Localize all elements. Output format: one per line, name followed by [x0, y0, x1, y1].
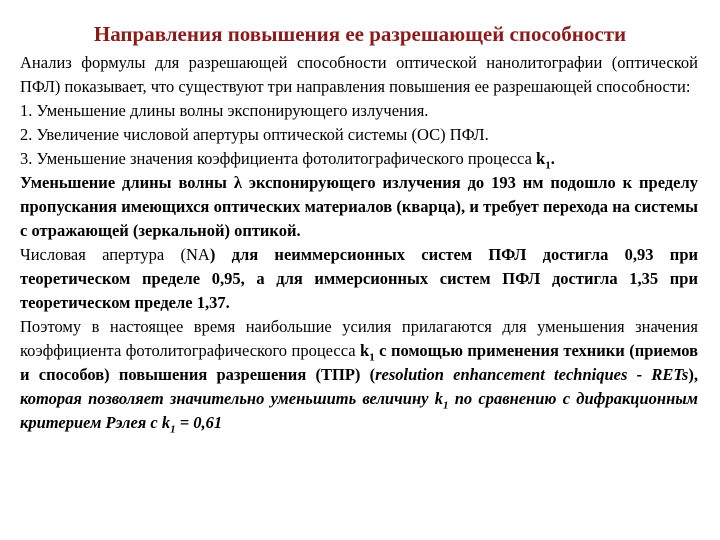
slide-title: Направления повышения ее разрешающей способности — [93, 22, 627, 46]
conclusion-italic: которая позволяет значительно уменьшить величину — [20, 389, 435, 408]
conclusion-start: Поэтому в настоящее время наибольшие усилия прилагаются для уменьшения значения коэффициента фотолитографического процесса — [20, 317, 698, 360]
wavelength-paragraph — [20, 171, 698, 243]
wavelength-start: Уменьшение длины волны — [20, 173, 234, 192]
k-subscript: 1 — [545, 159, 551, 172]
k-subscript: 1 — [369, 351, 375, 364]
aperture-rest: ) для неиммерсионных систем ПФЛ достигла 0,93 при теоретическом пределе 0,95, а для иммерсионных систем ПФЛ достигла 1,35 при теоретическом пределе 1,37. — [20, 245, 698, 312]
conclusion-close: ), — [688, 365, 698, 384]
conclusion-paragraph — [20, 315, 698, 435]
conclusion-k1-2 — [434, 389, 449, 412]
list-item-3-text: 3. Уменьшение значения коэффициента фотолитографического процесса — [20, 149, 537, 168]
lambda-symbol: λ — [233, 173, 242, 192]
k1-symbol — [536, 149, 555, 172]
na-abbrev: NA — [186, 245, 210, 264]
k-letter: k — [360, 341, 370, 360]
k-letter: k — [434, 389, 443, 408]
k-period: . — [550, 149, 555, 168]
list-item-1: 1. Уменьшение длины волны экспонирующего излучения. — [20, 101, 429, 120]
list-item-3 — [20, 147, 698, 171]
intro-paragraph: Анализ формулы для разрешающей способности оптической нанолитографии (оптической ПФЛ) показывает, что существуют три направления повышения ее разрешающей способности: — [20, 53, 698, 96]
k-subscript: 1 — [170, 423, 176, 436]
k-letter: k — [536, 149, 546, 168]
conclusion-k1 — [360, 341, 375, 364]
body-text — [20, 51, 698, 435]
conclusion-italic-2: по сравнению с дифракционным критерием Рэлея с — [20, 389, 698, 432]
list-item-2: 2. Увеличение числовой апертуры оптической системы (ОС) ПФЛ. — [20, 125, 489, 144]
k-subscript: 1 — [442, 399, 449, 412]
conclusion-mid: с помощью применения техники (приемов и способов) повышения разрешения (ТПР) ( — [20, 341, 698, 384]
aperture-paragraph — [20, 243, 698, 315]
wavelength-rest: экспонирующего излучения до 193 нм подошло к пределу пропускания имеющихся оптических материалов (кварца), и требует перехода на системы с отражающей (зеркальной) оптикой. — [20, 173, 698, 240]
aperture-start: Числовая апертура ( — [20, 245, 187, 264]
conclusion-end: = 0,61 — [175, 413, 223, 432]
k-letter: k — [161, 413, 171, 432]
rets-english: resolution enhancement techniques - RETs — [375, 365, 689, 384]
conclusion-k1-3 — [161, 413, 176, 436]
